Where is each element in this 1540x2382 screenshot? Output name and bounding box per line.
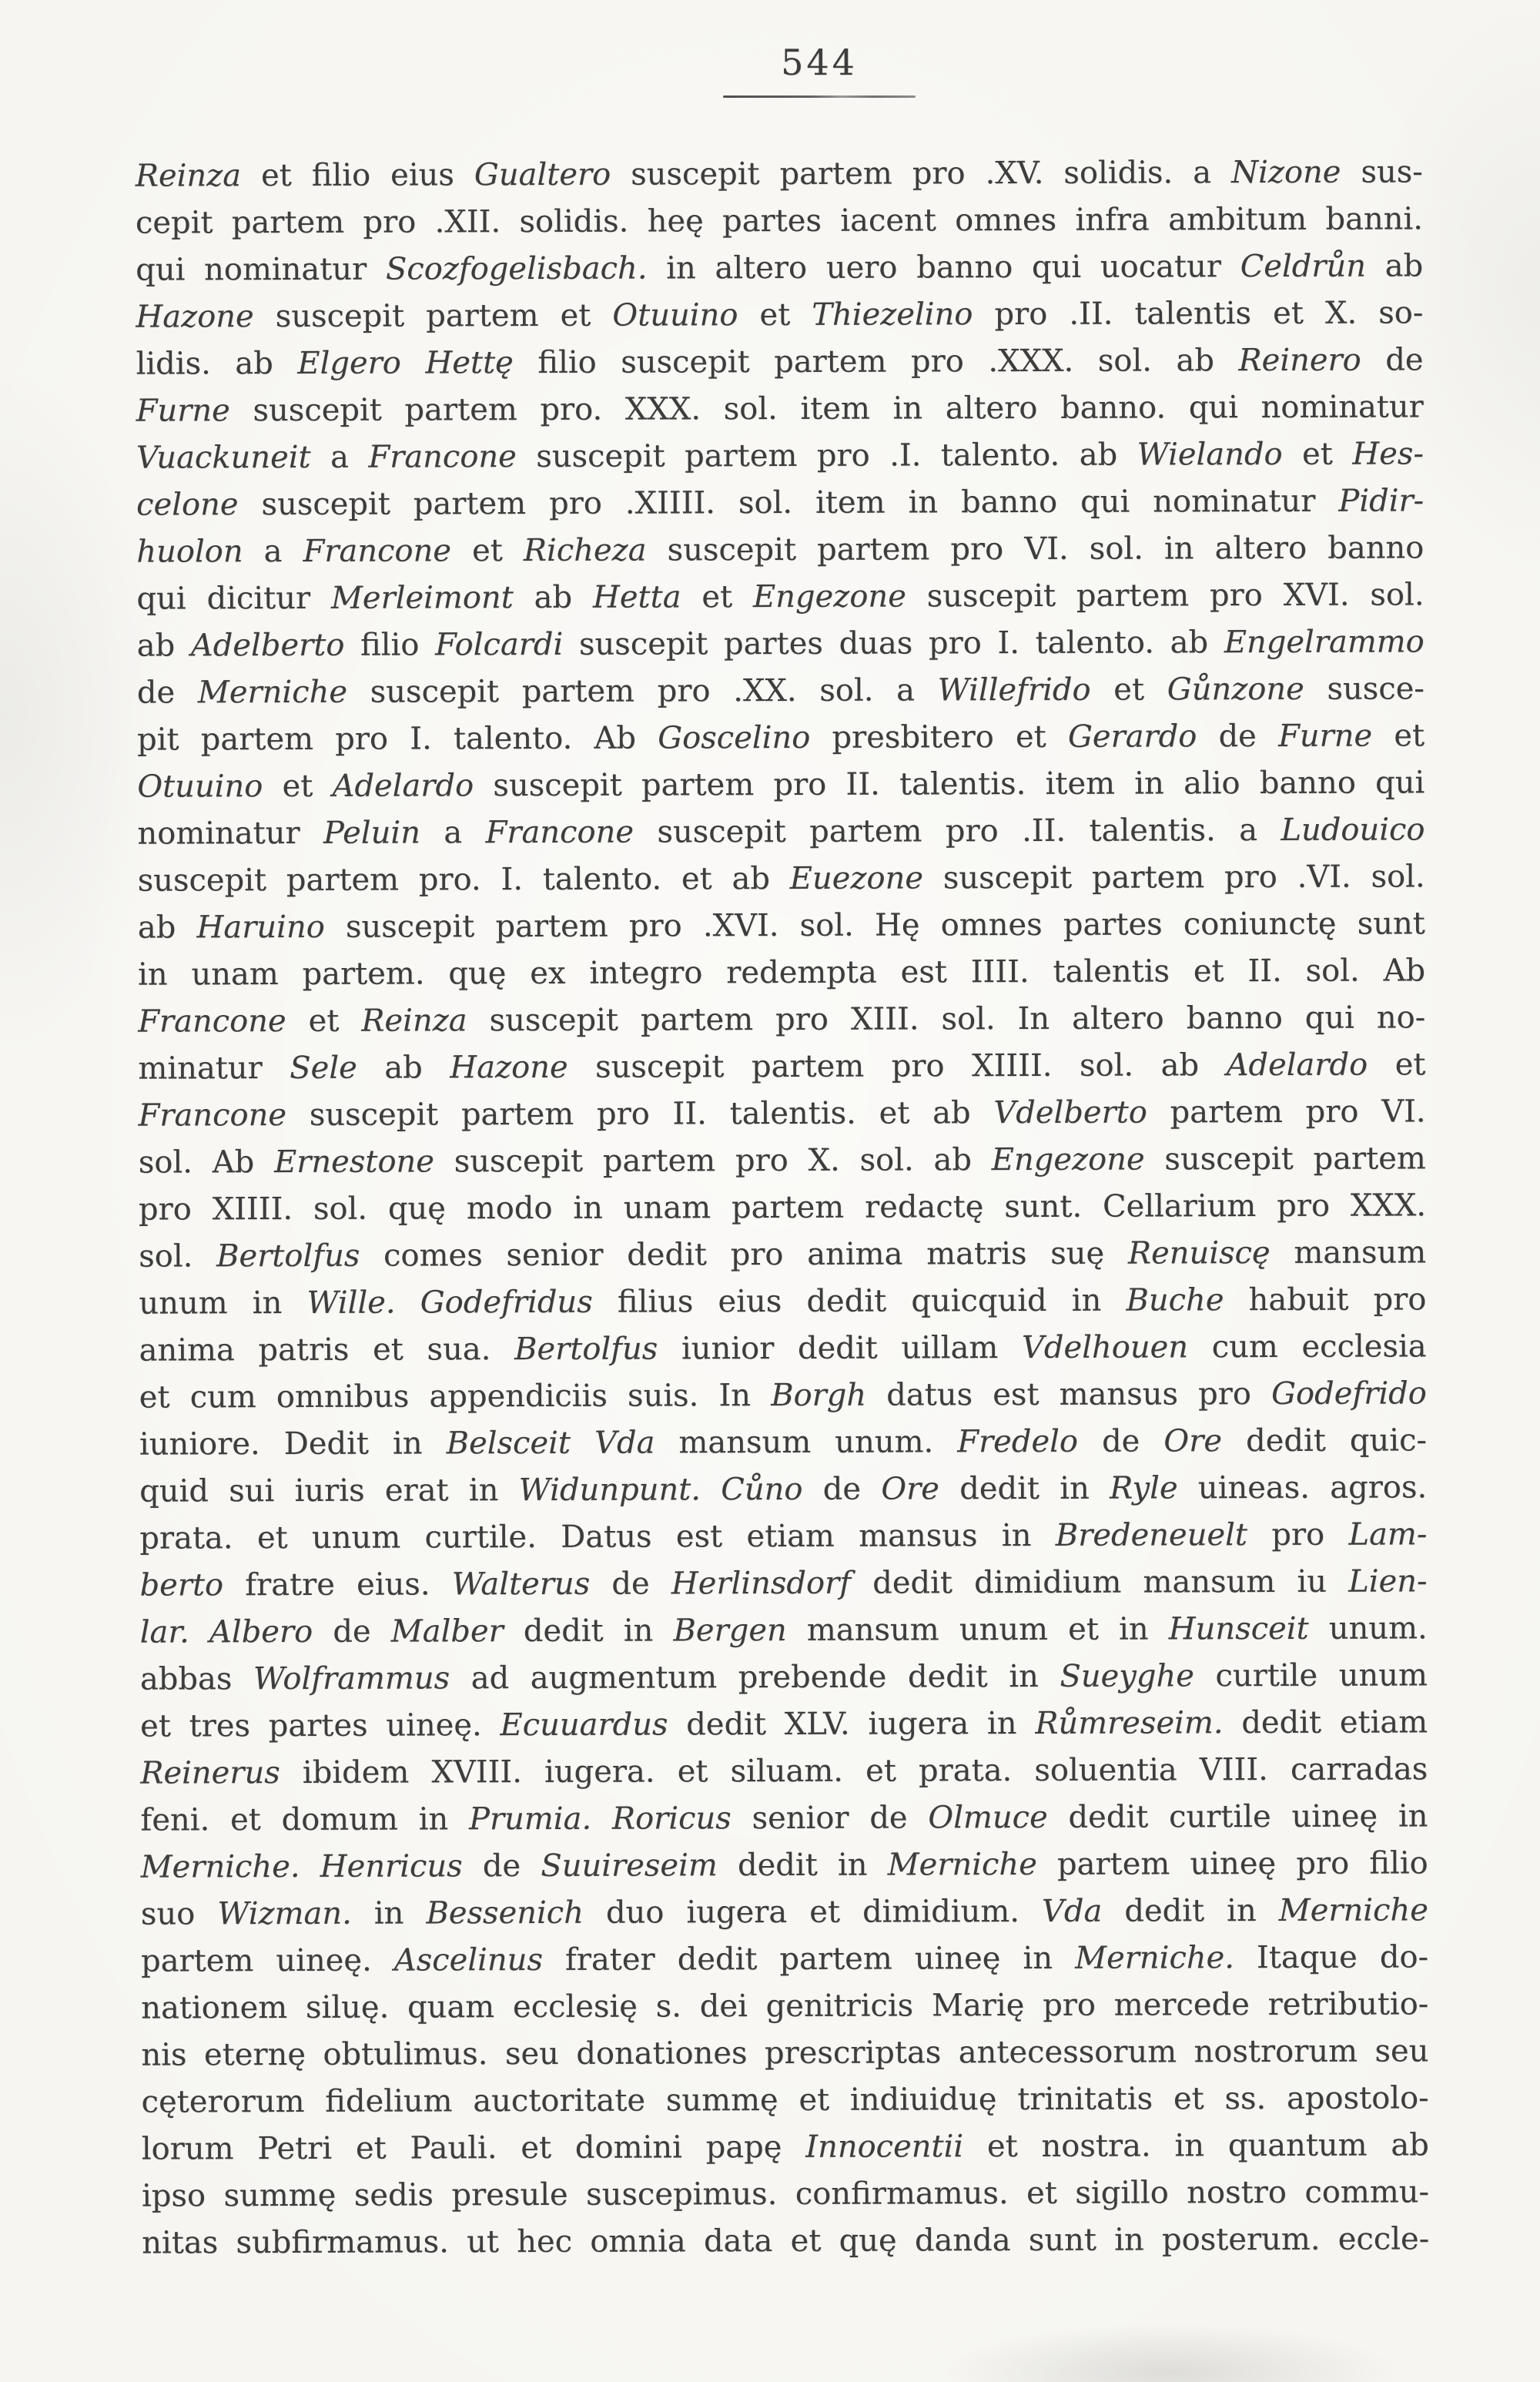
text-line — [138, 900, 1425, 951]
proper-name-italic: Nizone — [1230, 154, 1341, 191]
proper-name-italic: Fredelo — [957, 1423, 1079, 1460]
proper-name-italic: Wolframmus — [253, 1660, 450, 1697]
proper-name-italic: celone — [136, 487, 239, 523]
text-line — [142, 2122, 1429, 2173]
text-line — [136, 290, 1423, 340]
text-run: suscepit partem pro VI. sol. in altero banno — [646, 530, 1424, 568]
text-run: suscepit partem pro .I. talento. ab — [516, 437, 1137, 475]
text-line — [139, 1229, 1426, 1280]
proper-name-italic: Reinerus — [140, 1755, 280, 1791]
text-run: lidis. ab — [136, 345, 298, 382]
proper-name-italic: Ludouico — [1281, 812, 1425, 848]
proper-name-italic: Merniche. — [1075, 1940, 1235, 1976]
text-run: dedit in — [1102, 1892, 1279, 1929]
text-line — [136, 196, 1423, 246]
text-run: et — [1368, 1047, 1426, 1083]
proper-name-italic: Walterus — [451, 1566, 591, 1603]
text-run: et cum omnibus appendiciis suis. In — [139, 1378, 772, 1415]
text-run: in — [351, 1895, 427, 1931]
text-run: suo — [140, 1896, 218, 1932]
text-line — [139, 1464, 1427, 1515]
proper-name-italic: Lien- — [1348, 1563, 1428, 1600]
text-run: sus- — [1341, 154, 1423, 190]
text-line — [137, 665, 1424, 716]
text-run: dedit etiam — [1223, 1704, 1428, 1741]
text-run: et — [263, 768, 333, 805]
proper-name-italic: Ascelinus — [393, 1941, 543, 1978]
proper-name-italic: Ryle — [1110, 1470, 1178, 1506]
text-run: a — [420, 815, 486, 851]
text-line — [140, 1699, 1428, 1750]
proper-name-italic: Pidir- — [1338, 483, 1424, 519]
text-run: suscepit partem pro. I. talento. et ab — [137, 860, 790, 899]
proper-name-italic: Willefrido — [937, 672, 1091, 709]
text-line — [136, 149, 1423, 199]
proper-name-italic: Hes- — [1352, 436, 1424, 472]
proper-name-italic: Hazone — [450, 1049, 568, 1086]
text-run: dedit dimidium mansum iu — [850, 1563, 1349, 1601]
text-run: curtile unum — [1194, 1657, 1428, 1694]
text-run: suscepit partem pro .XIIII. sol. item in banno qui nominatur — [238, 483, 1339, 523]
proper-name-italic: Borgh — [771, 1377, 867, 1414]
text-run: et — [1282, 436, 1353, 472]
text-run: dedit in — [717, 1847, 888, 1884]
text-run: ab — [1365, 248, 1424, 284]
text-line — [136, 337, 1423, 387]
text-run: feni. et domum in — [140, 1801, 470, 1838]
proper-name-italic: Goscelino — [658, 719, 811, 756]
proper-name-italic: Engezone — [991, 1141, 1145, 1178]
proper-name-italic: Reinza — [361, 1003, 467, 1039]
text-run: et tres partes uineę. — [140, 1707, 500, 1744]
proper-name-italic: Elgero Hettę — [297, 345, 514, 381]
text-run: in altero uero banno qui uocatur — [647, 249, 1240, 286]
text-line — [138, 947, 1425, 998]
text-run: de — [1197, 718, 1279, 755]
proper-name-italic: Reinero — [1238, 342, 1361, 379]
proper-name-italic: Francone — [138, 1097, 287, 1134]
proper-name-italic: huolon — [136, 534, 243, 570]
text-line — [142, 2075, 1429, 2126]
proper-name-italic: Merniche — [1278, 1892, 1428, 1928]
proper-name-italic: Reinza — [135, 158, 242, 194]
text-run: abbas — [139, 1661, 254, 1697]
text-run: qui dicitur — [136, 580, 332, 617]
proper-name-italic: Renuiscę — [1127, 1235, 1270, 1271]
proper-name-italic: Bertolfus — [514, 1331, 658, 1368]
text-run: cęterorum fidelium auctoritate summę et indiuiduę trinitatis et ss. apostolo- — [141, 2080, 1429, 2120]
proper-name-italic: Wille. — [306, 1285, 396, 1321]
text-run: suscepit partem — [1144, 1141, 1426, 1178]
text-run: de — [1361, 342, 1424, 378]
header-rule — [723, 95, 916, 98]
text-run: et — [450, 533, 524, 569]
proper-name-italic: Wielando — [1137, 436, 1283, 473]
text-run: a — [243, 533, 303, 570]
text-line — [137, 759, 1424, 810]
text-line — [139, 1323, 1426, 1374]
text-run: unum in — [139, 1285, 307, 1322]
text-run: partem pro VI. — [1147, 1094, 1426, 1131]
text-line — [138, 1041, 1425, 1092]
proper-name-italic: Henricus — [320, 1848, 463, 1884]
proper-name-italic: Furne — [136, 393, 230, 429]
text-run: in unam partem. quę ex integro redempta est IIII. talentis et II. sol. Ab — [137, 953, 1426, 993]
text-run: anima patris et sua. — [139, 1332, 515, 1369]
proper-name-italic: Otuuino — [137, 769, 263, 805]
text-run: suscepit partes duas pro I. talento. ab — [563, 625, 1224, 662]
text-run: quid sui iuris erat in — [139, 1472, 519, 1509]
text-line — [140, 1793, 1428, 1844]
text-run: unum. — [1308, 1610, 1428, 1647]
proper-name-italic: Hetta — [592, 579, 681, 615]
proper-name-italic: Bredeneuelt — [1055, 1517, 1248, 1553]
text-run: sol. Ab — [138, 1144, 275, 1181]
text-line — [139, 1417, 1427, 1468]
proper-name-italic: Folcardi — [435, 626, 564, 663]
proper-name-italic: Merniche — [197, 674, 348, 711]
text-line — [140, 1605, 1428, 1656]
page-header — [176, 42, 1463, 98]
proper-name-italic: Ernestone — [273, 1144, 434, 1181]
proper-name-italic: Hunsceit — [1168, 1610, 1309, 1647]
proper-name-italic: Vda — [594, 1425, 655, 1461]
text-run: frater dedit partem uineę in — [542, 1940, 1076, 1978]
text-run: ab — [513, 579, 594, 616]
text-run — [591, 1801, 612, 1837]
proper-name-italic: Vuackuneit — [136, 439, 311, 476]
proper-name-italic: Olmuce — [928, 1799, 1048, 1836]
proper-name-italic: Bergen — [673, 1612, 787, 1649]
proper-name-italic: Adelardo — [332, 768, 474, 804]
text-run: et — [738, 296, 812, 333]
text-line — [138, 853, 1425, 904]
proper-name-italic: lar. — [139, 1614, 189, 1650]
proper-name-italic: Francone — [485, 814, 634, 851]
text-run — [300, 1849, 320, 1884]
text-run: habuit pro — [1224, 1281, 1427, 1318]
text-run: comes senior dedit pro anima matris suę — [360, 1235, 1129, 1274]
text-run: et — [1372, 718, 1425, 754]
text-run: qui nominatur — [136, 251, 386, 288]
proper-name-italic: Francone — [303, 533, 452, 569]
text-run: mansum unum et in — [786, 1611, 1169, 1648]
proper-name-italic: Vdelhouen — [1021, 1329, 1189, 1366]
text-run: de — [802, 1471, 882, 1507]
text-run: nitas subfirmamus. ut hec omnia data et quę danda sunt in posterum. eccle- — [142, 2221, 1430, 2261]
proper-name-italic: Ecuuardus — [500, 1707, 668, 1744]
proper-name-italic: Bessenich — [426, 1895, 584, 1931]
proper-name-italic: Gualtero — [474, 156, 611, 193]
proper-name-italic: Widunpunt. — [518, 1472, 701, 1509]
text-run: et — [286, 1003, 362, 1040]
text-run: suscepit partem pro .XV. solidis. a — [611, 155, 1232, 193]
text-run: presbitero et — [810, 719, 1068, 755]
proper-name-italic: Richeza — [523, 532, 647, 569]
proper-name-italic: Belsceit — [446, 1425, 571, 1462]
proper-name-italic: Buche — [1126, 1282, 1224, 1318]
text-run — [571, 1426, 594, 1461]
text-run: suscepit partem pro II. talentis. item in alio banno qui — [474, 765, 1425, 804]
proper-name-italic: Merniche. — [140, 1848, 300, 1885]
proper-name-italic: Sueyghe — [1060, 1658, 1194, 1694]
proper-name-italic: Francone — [368, 439, 517, 475]
proper-name-italic: Euezone — [789, 860, 924, 896]
text-run: dedit in — [503, 1613, 674, 1650]
text-line — [139, 1088, 1426, 1139]
proper-name-italic: Albero — [209, 1613, 313, 1650]
text-run: iuniore. Dedit in — [139, 1426, 447, 1462]
text-run: suscepit partem pro .II. talentis. a — [633, 812, 1281, 850]
text-line — [137, 712, 1424, 763]
text-run: mansum — [1270, 1235, 1427, 1271]
proper-name-italic: Haruino — [196, 909, 325, 946]
text-run: et — [1090, 672, 1167, 708]
proper-name-italic: Merleimont — [330, 580, 514, 616]
text-line — [136, 524, 1424, 575]
text-run: filio suscepit partem pro .XXX. sol. ab — [513, 343, 1239, 381]
text-line — [136, 431, 1424, 481]
text-run: suscepit partem pro X. sol. ab — [434, 1142, 992, 1180]
proper-name-italic: Růmreseim. — [1035, 1705, 1224, 1741]
text-run: dedit in — [939, 1470, 1110, 1507]
text-run: pro XIIII. sol. quę modo in unam partem redactę sunt. Cellarium pro XXX. — [138, 1188, 1427, 1228]
proper-name-italic: Celdrůn — [1240, 248, 1367, 285]
text-run: et — [681, 579, 754, 615]
text-run: susce- — [1304, 671, 1424, 707]
text-run: de — [136, 675, 198, 711]
proper-name-italic: Gerardo — [1067, 719, 1197, 755]
text-run: partem uineę pro filio — [1036, 1845, 1428, 1882]
text-run: ipso summę sedis presule suscepimus. confirmamus. et sigillo nostro commu- — [141, 2174, 1430, 2214]
text-run: de — [590, 1566, 671, 1602]
text-line — [141, 1840, 1428, 1891]
text-run: cum ecclesia — [1187, 1328, 1427, 1365]
proper-name-italic: Francone — [138, 1003, 286, 1040]
text-run: dedit XLV. iugera in — [668, 1705, 1036, 1743]
text-run: suscepit partem pro .XVI. sol. Hę omnes partes coniunctę sunt — [324, 906, 1425, 945]
text-line — [136, 243, 1423, 293]
proper-name-italic: Engezone — [752, 578, 906, 615]
text-run: ad augmentum prebende dedit in — [450, 1658, 1060, 1697]
proper-name-italic: Suuireseim — [541, 1848, 718, 1884]
text-run: a — [310, 439, 369, 475]
proper-name-italic: Adelberto — [190, 627, 345, 664]
text-run: prata. et unum curtile. Datus est etiam mansus in — [139, 1517, 1056, 1556]
text-run: minatur — [138, 1050, 290, 1087]
text-run: suscepit partem pro .VI. sol. — [922, 859, 1425, 896]
text-run: de — [313, 1613, 391, 1650]
text-block — [136, 149, 1430, 2266]
proper-name-italic: Furne — [1277, 718, 1373, 754]
text-line — [140, 1746, 1428, 1797]
text-run — [701, 1472, 721, 1507]
text-run: duo iugera et dimidium. — [583, 1893, 1043, 1931]
page-number: 544 — [781, 42, 858, 83]
text-line — [139, 1511, 1427, 1562]
text-run: et nostra. in quantum ab — [963, 2127, 1429, 2165]
text-run: ab — [357, 1050, 450, 1086]
text-line — [137, 618, 1424, 669]
text-run: senior de — [731, 1800, 929, 1837]
text-run: pit partem pro I. talento. Ab — [137, 720, 658, 758]
text-run: suscepit partem pro. XXX. sol. item in altero banno. qui nominatur — [229, 389, 1424, 429]
text-run: nationem siluę. quam ecclesię s. dei genitricis Marię pro mercede retributio- — [141, 1986, 1429, 2026]
text-run — [396, 1285, 420, 1320]
proper-name-italic: berto — [139, 1567, 224, 1603]
text-line — [139, 1558, 1427, 1609]
text-run: datus est mansus pro — [866, 1376, 1272, 1413]
proper-name-italic: Merniche — [887, 1846, 1037, 1883]
proper-name-italic: Bertolfus — [216, 1238, 360, 1275]
text-run — [189, 1614, 209, 1650]
text-run: nominatur — [137, 815, 324, 852]
text-line — [142, 2216, 1429, 2266]
proper-name-italic: Wizman. — [217, 1895, 352, 1932]
proper-name-italic: Innocentii — [805, 2129, 964, 2165]
text-run: iunior dedit uillam — [658, 1330, 1023, 1367]
proper-name-italic: Cůno — [721, 1471, 803, 1508]
text-run: fratre eius. — [223, 1566, 452, 1603]
text-line — [139, 1182, 1426, 1233]
text-line — [141, 1981, 1428, 2032]
text-run: ab — [137, 910, 197, 946]
proper-name-italic: Otuuino — [612, 297, 738, 333]
text-run: suscepit partem pro .XX. sol. a — [346, 672, 938, 710]
text-run: ibidem XVIII. iugera. et siluam. et prata. soluentia VIII. carradas — [280, 1751, 1428, 1791]
proper-name-italic: Hazone — [136, 299, 254, 335]
text-run: suscepit partem pro XVI. sol. — [906, 577, 1424, 615]
text-line — [136, 384, 1424, 434]
proper-name-italic: Sele — [290, 1050, 357, 1087]
proper-name-italic: Peluin — [323, 815, 420, 851]
text-run: dedit curtile uineę in — [1047, 1798, 1428, 1835]
proper-name-italic: Lam- — [1348, 1516, 1428, 1553]
text-run: dedit quic- — [1221, 1422, 1428, 1459]
text-line — [141, 1934, 1428, 1985]
text-run: suscepit partem pro II. talentis. et ab — [286, 1095, 994, 1134]
text-run: lorum Petri et Pauli. et domini papę — [141, 2129, 806, 2167]
text-line — [136, 571, 1424, 622]
text-run: mansum unum. — [654, 1424, 958, 1461]
proper-name-italic: Herlinsdorf — [671, 1565, 852, 1602]
text-run: partem uineę. — [140, 1942, 394, 1979]
text-run: pro — [1247, 1516, 1349, 1553]
text-run: de — [462, 1848, 541, 1884]
text-line — [139, 1370, 1427, 1421]
text-run: filius eius dedit quicquid in — [592, 1282, 1127, 1320]
proper-name-italic: Adelardo — [1226, 1047, 1368, 1084]
text-line — [139, 1135, 1426, 1186]
text-run: suscepit partem pro XIIII. sol. ab — [567, 1047, 1227, 1085]
proper-name-italic: Ore — [881, 1471, 940, 1507]
text-line — [138, 994, 1425, 1045]
proper-name-italic: Prumia. — [468, 1801, 592, 1838]
proper-name-italic: Ore — [1163, 1423, 1223, 1459]
text-run: ab — [136, 628, 191, 664]
proper-name-italic: Vdelberto — [993, 1094, 1147, 1131]
text-line — [136, 477, 1424, 528]
proper-name-italic: Godefridus — [420, 1284, 593, 1321]
proper-name-italic: Scozfogelisbach. — [385, 250, 648, 287]
text-run: et filio eius — [240, 157, 474, 194]
text-run: nis eternę obtulimus. seu donationes prescriptas antecessorum nostrorum seu — [141, 2033, 1429, 2073]
text-run: suscepit partem pro XIII. sol. In altero banno qui no- — [467, 1000, 1426, 1039]
proper-name-italic: Vda — [1041, 1893, 1103, 1929]
proper-name-italic: Gůnzone — [1167, 671, 1304, 708]
text-run: Itaque do- — [1234, 1939, 1429, 1976]
text-run: cepit partem pro .XII. solidis. heę partes iacent omnes infra ambitum banni. — [135, 201, 1424, 241]
text-run: filio — [344, 627, 436, 663]
proper-name-italic: Godefrido — [1270, 1375, 1427, 1412]
text-line — [141, 2028, 1428, 2079]
text-run: uineas. agros. — [1177, 1469, 1428, 1506]
proper-name-italic: Malber — [390, 1613, 504, 1650]
text-line — [140, 1652, 1428, 1703]
proper-name-italic: Thiezelino — [812, 296, 973, 333]
proper-name-italic: Roricus — [611, 1801, 732, 1837]
proper-name-italic: Engelrammo — [1224, 624, 1424, 661]
text-run: pro .II. talentis et X. so- — [973, 295, 1424, 333]
text-run: sol. — [139, 1238, 217, 1275]
text-line — [137, 806, 1424, 857]
text-line — [139, 1276, 1426, 1327]
text-run: de — [1077, 1423, 1164, 1459]
text-line — [142, 2169, 1429, 2220]
text-line — [141, 1887, 1428, 1938]
text-run: suscepit partem et — [253, 297, 613, 335]
